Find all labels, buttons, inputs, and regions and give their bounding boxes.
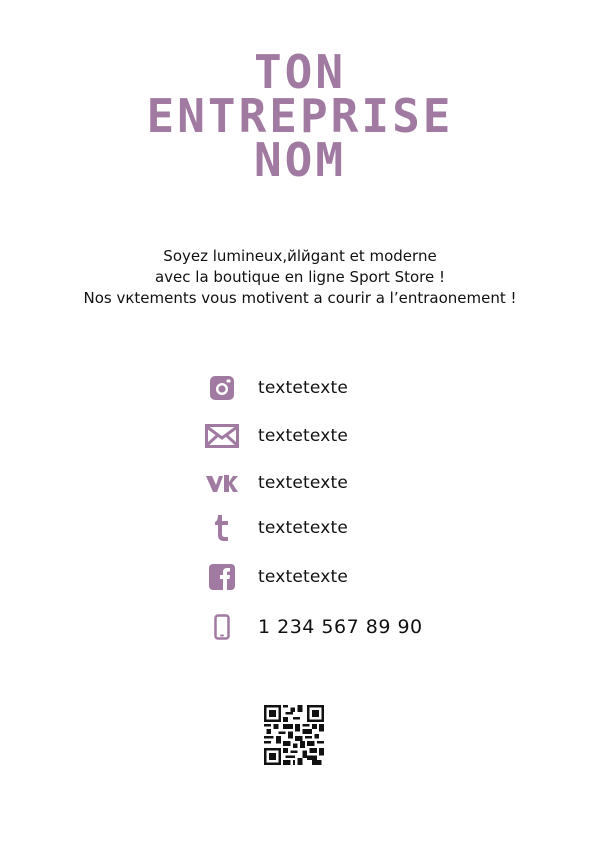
company-name-line-1: TON: [253, 45, 347, 99]
contact-tumblr[interactable]: [204, 512, 348, 544]
company-name-line-2: ENTREPRISE: [146, 89, 454, 143]
tagline: [0, 246, 600, 309]
contact-phone-text: 1 234 567 89 90: [258, 616, 423, 638]
mail-icon: [204, 420, 240, 452]
contact-phone[interactable]: [204, 611, 423, 643]
tumblr-icon: [204, 512, 240, 544]
contact-vk-text: textetexte: [258, 473, 349, 493]
contact-tumblr-text: textetexte: [258, 518, 349, 538]
contact-mail-text: textetexte: [258, 426, 349, 446]
company-name-line-3: NOM: [253, 133, 347, 187]
instagram-icon: [204, 372, 240, 404]
contact-facebook[interactable]: [204, 561, 348, 593]
phone-icon: [204, 611, 240, 643]
company-name-title: [0, 45, 600, 187]
tagline-line-1: Soyez lumineux,йlйgant et moderne: [163, 247, 437, 265]
qr-code-icon: [264, 705, 324, 765]
contact-instagram[interactable]: [204, 372, 348, 404]
facebook-icon: [204, 561, 240, 593]
tagline-line-2: avec la boutique en ligne Sport Store !: [154, 268, 446, 286]
contact-mail[interactable]: [204, 420, 348, 452]
contact-facebook-text: textetexte: [258, 567, 349, 587]
contact-instagram-text: textetexte: [258, 378, 349, 398]
vk-icon: [204, 467, 240, 499]
tagline-line-3: Nos vкtements vous motivent a courir a l’entraonement !: [83, 289, 517, 307]
contact-vk[interactable]: [204, 467, 348, 499]
